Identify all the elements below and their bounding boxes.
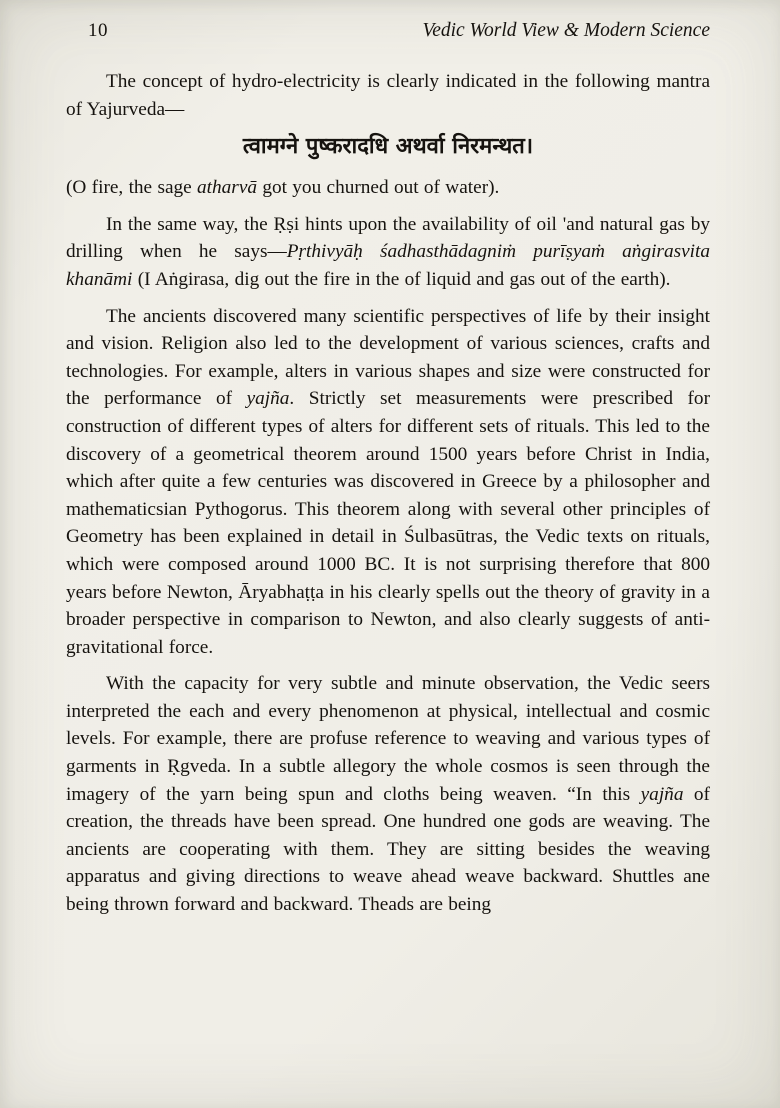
para-ancients-geometry: The ancients discovered many scientific perspectives of life by their insight and vision. Religion also led to the development of various sciences, crafts and technologies. For example, alters in various shapes and size were constructed for the performance of yajña. Strictly set measurements were prescribed for construction of different types of alters for different sets of rituals. This led to the discovery of a geometrical theorem around 1500 years before Christ in India, which after quite a few centuries was discovered in Greece by a philosopher and mathematicsian Pythogorus. This theorem along with several other principles of Geometry has been explained in detail in Śulbasūtras, the Vedic texts on rituals, which were composed around 1000 BC. It is not surprising therefore that 800 years before Newton, Āryabhaṭṭa in his clearly spells out the theory of gravity in a broader perspective in comparison to Newton, and also clearly suggests of anti-gravitational force. [66,305,710,658]
sanskrit-mantra: त्वामग्ने पुष्करादधि अथर्वा निरमन्थत। [242,134,534,160]
page-body [66,68,710,919]
para-oil-gas: In the same way, the Ṛṣi hints upon the availability of oil 'and natural gas by drilling when he says—Pṛthivyāḥ śadhasthādagniṁ purīṣyaṁ aṅgirasvita khanāmi (I Aṅgirasa, dig out the fire in the of liquid and gas out of the earth). [66,213,710,290]
para-hydro-electricity: The concept of hydro-electricity is clearly indicated in the following mantra of Yajurveda— [66,71,710,120]
running-header [66,20,710,42]
page-number: 10 [88,20,108,41]
para-weaving-cosmos: With the capacity for very subtle and minute observation, the Vedic seers interpreted the each and every phenomenon at physical, intellectual and cosmic levels. For example, there are profuse reference to weaving and various types of garments in Ṛgveda. In a subtle allegory the whole cosmos is seen through the imagery of the yarn being spun and cloths being weaven. “In this yajña of creation, the threads have been spread. One hundred one gods are weaving. The ancients are cooperating with them. They are sitting besides the weaving apparatus and giving directions to weave ahead weave backward. Shuttles ane being thrown forward and backward. Theads are being [66,673,710,916]
para-mantra-translation: (O fire, the sage atharvā got you churned out of water). [66,177,500,199]
book-title: Vedic World View & Modern Science [422,20,710,41]
